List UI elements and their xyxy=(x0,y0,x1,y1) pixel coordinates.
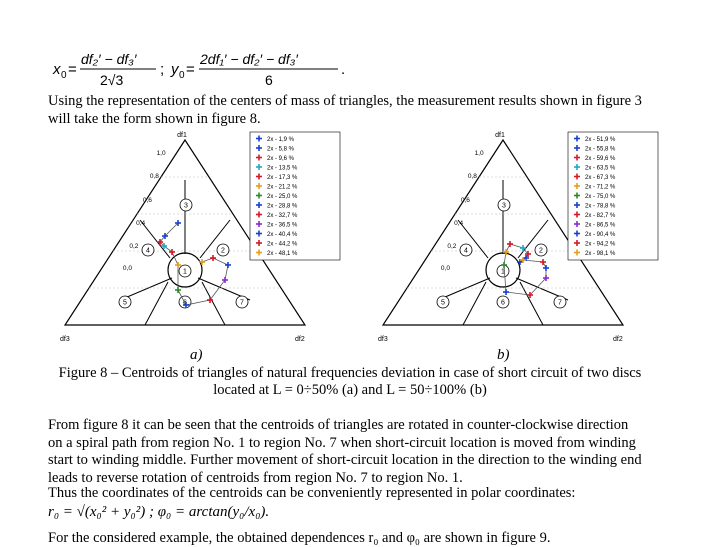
region-number: 1 xyxy=(183,268,187,276)
result-line: leads to reverse rotation of centroids from region No. 7 to region No. 1. xyxy=(48,469,463,486)
legend-entry: 2x - 51,9 % xyxy=(585,137,616,143)
region-number: 7 xyxy=(558,299,562,307)
tick-label: 1,0 xyxy=(474,150,484,157)
tick-label: 0,8 xyxy=(467,173,477,180)
region-number: 3 xyxy=(502,202,506,210)
legend-entry: 2x - 63,5 % xyxy=(585,165,616,172)
axis-label-left: df3 xyxy=(60,336,70,343)
svg-text:=: = xyxy=(186,61,195,78)
tick-label: 0,0 xyxy=(440,265,450,272)
legend-entry: 2x - 25,0 % xyxy=(267,194,298,200)
region-number: 1 xyxy=(501,268,505,276)
legend-entry: 2x - 1,9 % xyxy=(267,137,295,143)
region-number: 6 xyxy=(501,299,505,307)
legend-entry: 2x - 75,0 % xyxy=(585,194,616,200)
legend-entry: 2x - 55,8 % xyxy=(585,146,616,153)
legend-entry: 2x - 9,6 % xyxy=(267,156,295,162)
tick-label: 1,0 xyxy=(156,150,166,157)
legend-entry: 2x - 71,2 % xyxy=(585,184,616,191)
tick-label: 0,6 xyxy=(142,197,152,204)
y-lhs: y xyxy=(171,61,179,78)
centroid-marker xyxy=(175,287,181,293)
formula-sep: ; xyxy=(160,61,165,78)
result-line: From figure 8 it can be seen that the centroids of triangles are rotated in counter-clockwise direction xyxy=(48,417,629,433)
formula-end: . xyxy=(341,61,346,78)
sub-label-b: b) xyxy=(497,347,510,363)
tick-label: 0,2 xyxy=(447,243,457,250)
polar-formula-text: r₀ = √(x₀² + y₀²) ; φ₀ = arctan(y₀/x₀). xyxy=(48,504,270,520)
y-numerator: 2df₁′ − df₂′ − df₃′ xyxy=(200,51,298,67)
legend-entry: 2x - 67,3 % xyxy=(585,175,616,181)
legend-entry: 2x - 32,7 % xyxy=(267,213,298,219)
centroid-marker xyxy=(199,259,205,265)
tick-label: 0,4 xyxy=(454,220,464,227)
legend-entry: 2x - 82,7 % xyxy=(585,213,616,219)
intro-paragraph: Using the representation of the centers of mass of triangles, the measurement results shown in figure 3 will take the form shown in figure 8. xyxy=(48,93,642,127)
centroid-marker xyxy=(169,249,175,255)
centroid-marker xyxy=(540,259,546,265)
x-denominator: 2√3 xyxy=(100,72,124,88)
axis-label-top: df1 xyxy=(495,132,505,139)
tick-label: 0,8 xyxy=(149,173,159,180)
tick-label: 0,0 xyxy=(122,265,132,272)
tick-label: 0,6 xyxy=(460,197,470,204)
legend-entry: 2x - 13,5 % xyxy=(267,165,298,172)
legend-entry: 2x - 98,1 % xyxy=(585,251,616,257)
region-number: 3 xyxy=(184,202,188,210)
centroid-marker xyxy=(507,241,513,247)
region-number: 4 xyxy=(464,247,468,255)
tick-label: 0,4 xyxy=(136,220,146,227)
centroid-marker xyxy=(207,297,213,303)
axis-label-left: df3 xyxy=(378,336,388,343)
region-number: 6 xyxy=(183,299,187,307)
figure-caption-line2: located at L = 0÷50% (a) and L = 50÷100% (b) xyxy=(213,382,487,398)
y-sub: 0 xyxy=(179,70,185,81)
axis-label-right: df2 xyxy=(613,336,623,343)
legend-entry: 2x - 40,4 % xyxy=(267,232,298,238)
result-line: start to winding middle. Further movement of short-circuit location in the direction to the winding end xyxy=(48,452,642,468)
centroid-formula xyxy=(48,44,648,92)
region-number: 7 xyxy=(240,299,244,307)
x-sub: 0 xyxy=(61,70,67,81)
axis-label-right: df2 xyxy=(295,336,305,343)
centroid-marker xyxy=(210,255,216,261)
figure-caption-line1: Figure 8 – Centroids of triangles of natural frequencies deviation in case of short circuit of two discs xyxy=(58,365,642,381)
legend-entry: 2x - 5,8 % xyxy=(267,146,295,153)
legend-entry: 2x - 94,2 % xyxy=(585,241,616,248)
legend-entry: 2x - 36,5 % xyxy=(267,222,298,229)
polar-intro: Thus the coordinates of the centroids can be conveniently represented in polar coordinates: xyxy=(48,485,576,501)
legend-entry: 2x - 78,8 % xyxy=(585,203,616,210)
axis-label-top: df1 xyxy=(177,132,187,139)
centroid-marker xyxy=(503,289,509,295)
legend xyxy=(250,132,340,260)
legend-entry: 2x - 44,2 % xyxy=(267,241,298,248)
figure-b xyxy=(378,130,678,353)
centroid-marker xyxy=(543,265,549,271)
ternary-plot-b xyxy=(378,130,678,348)
legend-entry: 2x - 28,8 % xyxy=(267,203,298,210)
result-paragraph xyxy=(48,417,668,487)
x-numerator: df₂′ − df₃′ xyxy=(81,51,137,67)
legend xyxy=(568,132,658,260)
x-lhs: x xyxy=(53,61,61,78)
centroid-marker xyxy=(225,262,231,268)
figure-a xyxy=(60,130,360,353)
legend-entry: 2x - 86,5 % xyxy=(585,222,616,229)
legend-entry: 2x - 21,2 % xyxy=(267,184,298,191)
region-number: 5 xyxy=(441,299,445,307)
legend-entry: 2x - 48,1 % xyxy=(267,251,298,257)
region-number: 2 xyxy=(539,247,543,255)
ternary-plot-a xyxy=(60,130,360,348)
tick-label: 0,2 xyxy=(129,243,139,250)
region-number: 2 xyxy=(221,247,225,255)
region-number: 4 xyxy=(146,247,150,255)
y-denominator: 6 xyxy=(265,72,273,88)
centroid-marker xyxy=(222,277,228,283)
cut-paragraph: For the considered example, the obtained dependences r₀ and φ₀ are shown in figure 9. xyxy=(48,530,551,546)
sub-label-a: a) xyxy=(190,347,203,363)
polar-formula xyxy=(48,503,448,533)
legend-entry: 2x - 90,4 % xyxy=(585,232,616,238)
svg-text:=: = xyxy=(68,61,77,78)
result-line: on a spiral path from region No. 1 to region No. 7 when short-circuit location is moved from winding xyxy=(48,434,636,451)
centroid-formula-svg xyxy=(48,44,648,92)
legend-entry: 2x - 17,3 % xyxy=(267,175,298,181)
region-number: 5 xyxy=(123,299,127,307)
legend-entry: 2x - 59,6 % xyxy=(585,156,616,162)
